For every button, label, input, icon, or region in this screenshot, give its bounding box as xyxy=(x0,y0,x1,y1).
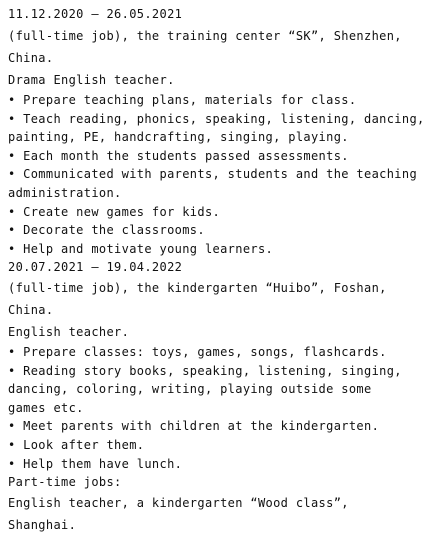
job-2-bullet-1: • Prepare classes: toys, games, songs, flashcards. xyxy=(8,344,387,359)
job-2-bullet-2-cont-2: games etc. xyxy=(8,400,84,415)
job-1-bullet-2: • Teach reading, phonics, speaking, listening, dancing, xyxy=(8,111,425,126)
job-2-bullet-5: • Help them have lunch. xyxy=(8,456,183,471)
part-time-heading: Part-time jobs: xyxy=(8,475,122,490)
resume-experience-section xyxy=(8,3,425,536)
job-1-bullet-1: • Prepare teaching plans, materials for class. xyxy=(8,93,357,107)
job-2-employer-line-2: China. xyxy=(8,302,54,317)
job-2-bullet-2: • Reading story books, speaking, listening, singing, xyxy=(8,363,402,378)
job-2-employer-line-1: (full-time job), the kindergarten “Huibo”, Foshan, xyxy=(8,280,387,295)
job-1-bullet-6: • Decorate the classrooms. xyxy=(8,223,205,238)
job-2-role: English teacher. xyxy=(8,324,130,339)
job-entry-1 xyxy=(8,3,425,258)
job-1-bullet-2-cont: painting, PE, handcrafting, singing, playing. xyxy=(8,130,349,145)
job-entry-2 xyxy=(8,258,420,473)
job-1-bullet-5: • Create new games for kids. xyxy=(8,204,221,219)
job-1-bullet-4: • Communicated with parents, students and the teaching xyxy=(8,167,418,182)
job-2-bullet-2-cont: dancing, coloring, writing, playing outside some xyxy=(8,382,372,397)
part-time-line-1: English teacher, a kindergarten “Wood class”, xyxy=(8,495,349,510)
job-1-bullet-4-cont: administration. xyxy=(8,185,122,200)
job-2-bullet-3: • Meet parents with children at the kindergarten. xyxy=(8,419,380,434)
part-time-line-2: Shanghai. xyxy=(8,517,77,532)
job-1-bullet-3: • Each month the students passed assessments. xyxy=(8,148,349,163)
job-2-bullet-4: • Look after them. xyxy=(8,437,145,452)
job-1-dates: 11.12.2020 – 26.05.2021 xyxy=(8,7,183,21)
job-1-bullet-7: • Help and motivate young learners. xyxy=(8,241,274,256)
job-1-employer-line-1: (full-time job), the training center “SK”, Shenzhen, xyxy=(8,29,402,43)
part-time-section xyxy=(8,473,420,536)
job-1-role: Drama English teacher. xyxy=(8,73,175,87)
job-1-employer-line-2: China. xyxy=(8,51,54,65)
job-2-dates: 20.07.2021 – 19.04.2022 xyxy=(8,260,183,275)
